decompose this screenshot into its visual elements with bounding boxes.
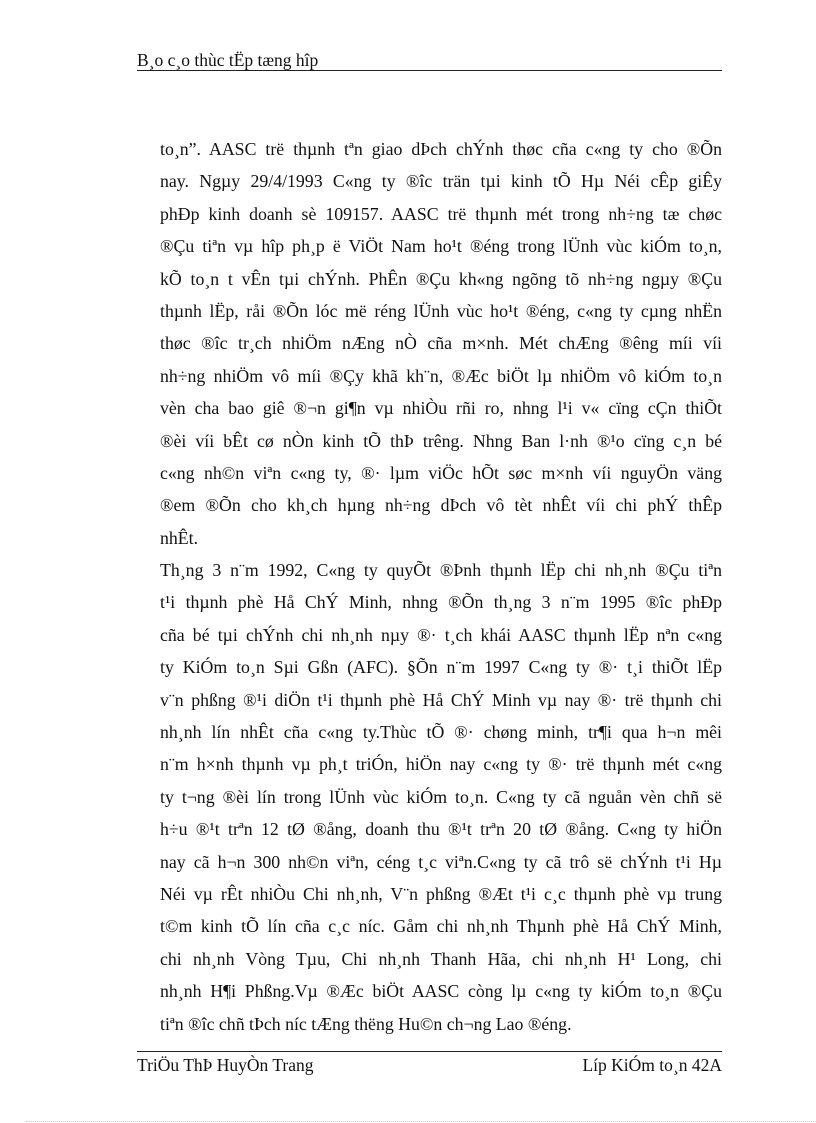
text-line: tiªn ®îc chñ tÞch níc tÆng thëng Hu©n ch¬ng Lao ®éng.: [160, 1013, 572, 1034]
document-body: [160, 133, 722, 1040]
text-line: nh¸nh lín nhÊt cña c«ng ty.Thùc tÕ ®· chøng minh, tr¶i qua h¬n mêi: [160, 722, 722, 743]
text-line: kÕ to¸n t vÊn tµi chÝnh. PhÊn ®Çu kh«ng ngõng tõ nh÷ng ngµy ®Çu: [160, 268, 722, 289]
page-header: [137, 49, 722, 71]
text-line: Th¸ng 3 n¨m 1992, C«ng ty quyÕt ®Þnh thµnh lËp chi nh¸nh ®Çu tiªn: [160, 560, 722, 581]
text-line: nay. Ngµy 29/4/1993 C«ng ty ®îc trän tµi kinh tÕ Hµ Néi cÊp giÊy: [160, 171, 722, 192]
text-line: phÐp kinh doanh sè 109157. AASC trë thµnh mét trong nh÷ng tæ chøc: [160, 203, 722, 224]
text-line: nhÊt.: [160, 527, 199, 548]
text-line: nay cã h¬n 300 nh©n viªn, céng t¸c viªn.C«ng ty cã trô së chÝnh t¹i Hµ: [160, 851, 722, 872]
footer-author: TriÖu ThÞ HuyÒn Trang: [137, 1055, 314, 1075]
paragraph-2: [160, 554, 722, 1040]
text-line: to¸n”. AASC trë thµnh tªn giao dÞch chÝnh thøc cña c«ng ty cho ®Õn: [160, 139, 722, 159]
report-title: B¸o c¸o thùc tËp tæng hîp: [137, 50, 319, 70]
text-line: ®Çu tiªn vµ hîp ph¸p ë ViÖt Nam ho¹t ®éng trong lÜnh vùc kiÓm to¸n,: [160, 236, 722, 257]
text-line: nh¸nh H¶i Phßng.Vµ ®Æc biÖt AASC còng lµ c«ng ty kiÓm to¸n ®Çu: [160, 981, 722, 1002]
text-line: cña bé tµi chÝnh chi nh¸nh nµy ®· t¸ch khái AASC thµnh lËp nªn c«ng: [160, 624, 722, 645]
footer-divider: [137, 1051, 722, 1052]
text-line: thøc ®îc tr¸ch nhiÖm nÆng nÒ cña m×nh. Mét chÆng ®êng míi víi: [160, 333, 722, 354]
page-footer: [137, 1054, 722, 1076]
text-line: t©m kinh tÕ lín cña c¸c níc. Gåm chi nh¸nh Thµnh phè Hå ChÝ Minh,: [160, 916, 722, 937]
text-line: nh÷ng nhiÖm vô míi ®Çy khã kh¨n, ®Æc biÖt lµ nhiÖm vô kiÓm to¸n: [160, 365, 722, 386]
text-line: thµnh lËp, råi ®Õn lóc më réng lÜnh vùc ho¹t ®éng, c«ng ty cµng nhËn: [160, 300, 722, 321]
text-line: vèn cha bao giê ®¬n gi¶n vµ nhiÒu rñi ro, nhng l¹i v« cïng cÇn thiÕt: [160, 398, 722, 419]
text-line: ty KiÓm to¸n Sµi Gßn (AFC). §Õn n¨m 1997 C«ng ty ®· t¸i thiÕt lËp: [160, 657, 722, 678]
text-line: n¨m h×nh thµnh vµ ph¸t triÓn, hiÖn nay c«ng ty ®· trë thµnh mét c«ng: [160, 754, 722, 775]
text-line: chi nh¸nh Vòng Tµu, Chi nh¸nh Thanh Hãa, chi nh¸nh H¹ Long, chi: [160, 948, 722, 969]
text-line: c«ng nh©n viªn c«ng ty, ®· lµm viÖc hÕt søc m×nh víi nguyÖn väng: [160, 462, 722, 483]
text-line: h÷u ®¹t trªn 12 tØ ®ång, doanh thu ®¹t trªn 20 tØ ®ång. C«ng ty hiÖn: [160, 819, 722, 840]
text-line: t¹i thµnh phè Hå ChÝ Minh, nhng ®Õn th¸ng 3 n¨m 1995 ®îc phÐp: [160, 592, 722, 613]
paragraph-1: [160, 133, 722, 554]
text-line: ®em ®Õn cho kh¸ch hµng nh÷ng dÞch vô tèt nhÊt víi chi phÝ thÊp: [160, 495, 722, 516]
header-divider: [137, 70, 722, 71]
text-line: Néi vµ rÊt nhiÒu Chi nh¸nh, V¨n phßng ®Æt t¹i c¸c thµnh phè vµ trung: [160, 883, 722, 904]
text-line: ®èi víi bÊt cø nÒn kinh tÕ thÞ trêng. Nhng Ban l·nh ®¹o cïng c¸n bé: [160, 430, 722, 451]
text-line: ty t¬ng ®èi lín trong lÜnh vùc kiÓm to¸n. C«ng ty cã nguån vèn chñ së: [160, 786, 722, 807]
page-bottom-edge: [26, 1121, 816, 1122]
footer-class: Líp KiÓm to¸n 42A: [582, 1055, 722, 1075]
text-line: v¨n phßng ®¹i diÖn t¹i thµnh phè Hå ChÝ Minh vµ nay ®· trë thµnh chi: [160, 689, 722, 710]
